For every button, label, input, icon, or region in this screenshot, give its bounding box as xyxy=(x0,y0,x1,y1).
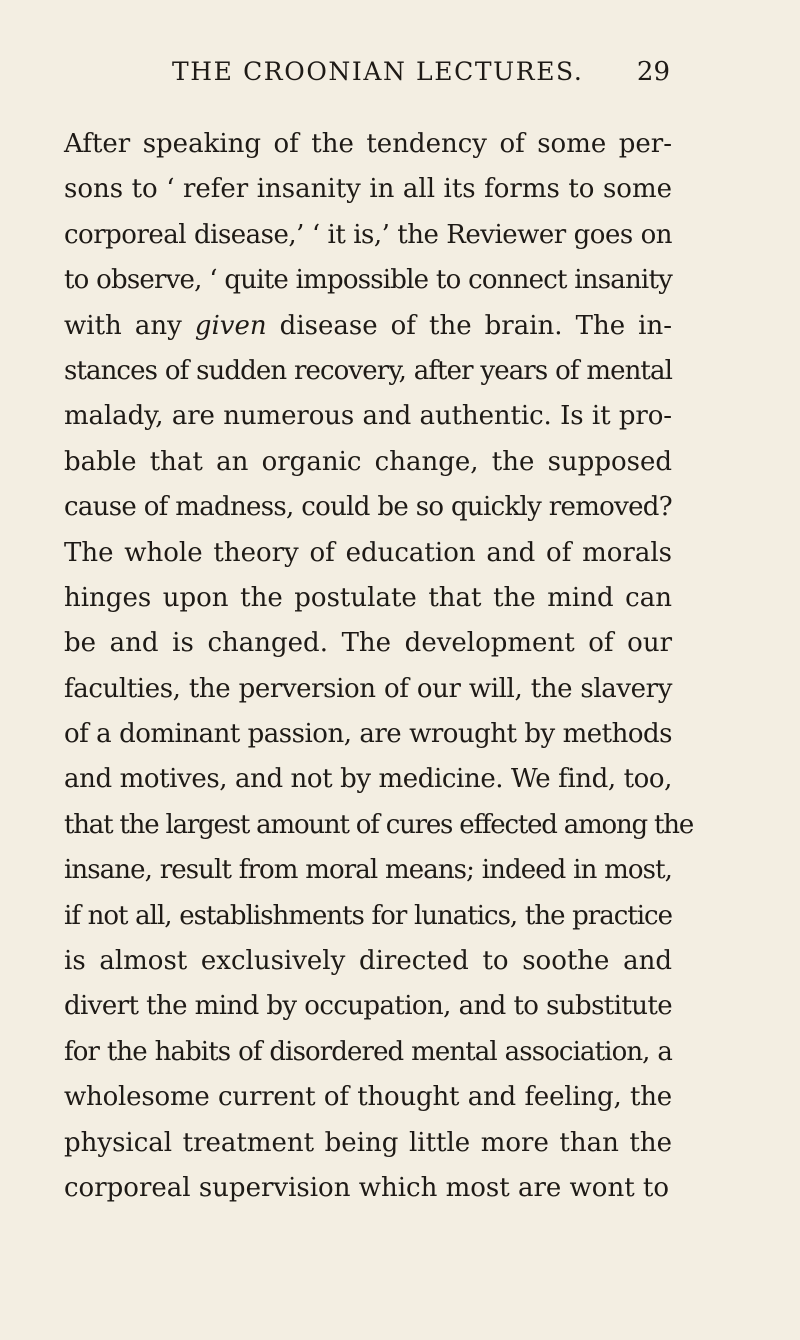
text-line: hinges upon the postulate that the mind can xyxy=(64,582,672,613)
text-line: insane, result from moral means; indeed in most, xyxy=(64,855,672,886)
text-line: for the habits of disordered mental association, a xyxy=(64,1036,672,1067)
running-head xyxy=(0,52,800,92)
running-title: THE CROONIAN LECTURES. xyxy=(172,57,584,86)
text-segment: with any xyxy=(64,310,195,341)
text-line: to observe, ‘ quite impossible to connect insanity xyxy=(64,265,672,296)
text-line: divert the mind by occupation, and to substitute xyxy=(64,991,672,1022)
text-line: corporeal disease,’ ‘ it is,’ the Reviewer goes on xyxy=(64,219,672,250)
text-line: stances of sudden recovery, after years of mental xyxy=(64,355,672,386)
text-line: if not all, establishments for lunatics, the practice xyxy=(64,900,672,931)
text-line: After speaking of the tendency of some per- xyxy=(64,129,672,159)
text-line: sons to ‘ refer insanity in all its forms to some xyxy=(64,174,672,205)
text-line: that the largest amount of cures effected among the xyxy=(64,809,694,840)
text-line: corporeal supervision which most are wont to xyxy=(64,1172,670,1203)
text-line: The whole theory of education and of morals xyxy=(64,537,672,568)
text-line: bable that an organic change, the supposed xyxy=(64,446,672,477)
text-segment: disease of the brain. The in- xyxy=(266,310,672,341)
body-text xyxy=(64,122,694,1211)
text-line: faculties, the perversion of our will, the slavery xyxy=(64,673,672,704)
text-line: is almost exclusively directed to soothe and xyxy=(64,946,672,977)
text-line: physical treatment being little more than the xyxy=(64,1127,672,1158)
text-line: be and is changed. The development of our xyxy=(64,628,672,659)
page-number: 29 xyxy=(636,57,670,87)
text-line: and motives, and not by medicine. We find, too, xyxy=(64,764,672,795)
text-line: of a dominant passion, are wrought by methods xyxy=(64,719,672,750)
emphasis-word: given xyxy=(194,310,267,341)
text-line: wholesome current of thought and feeling, the xyxy=(64,1082,672,1113)
text-line xyxy=(64,304,672,349)
text-line: cause of madness, could be so quickly removed? xyxy=(64,492,672,523)
text-line: malady, are numerous and authentic. Is it pro- xyxy=(64,401,672,432)
